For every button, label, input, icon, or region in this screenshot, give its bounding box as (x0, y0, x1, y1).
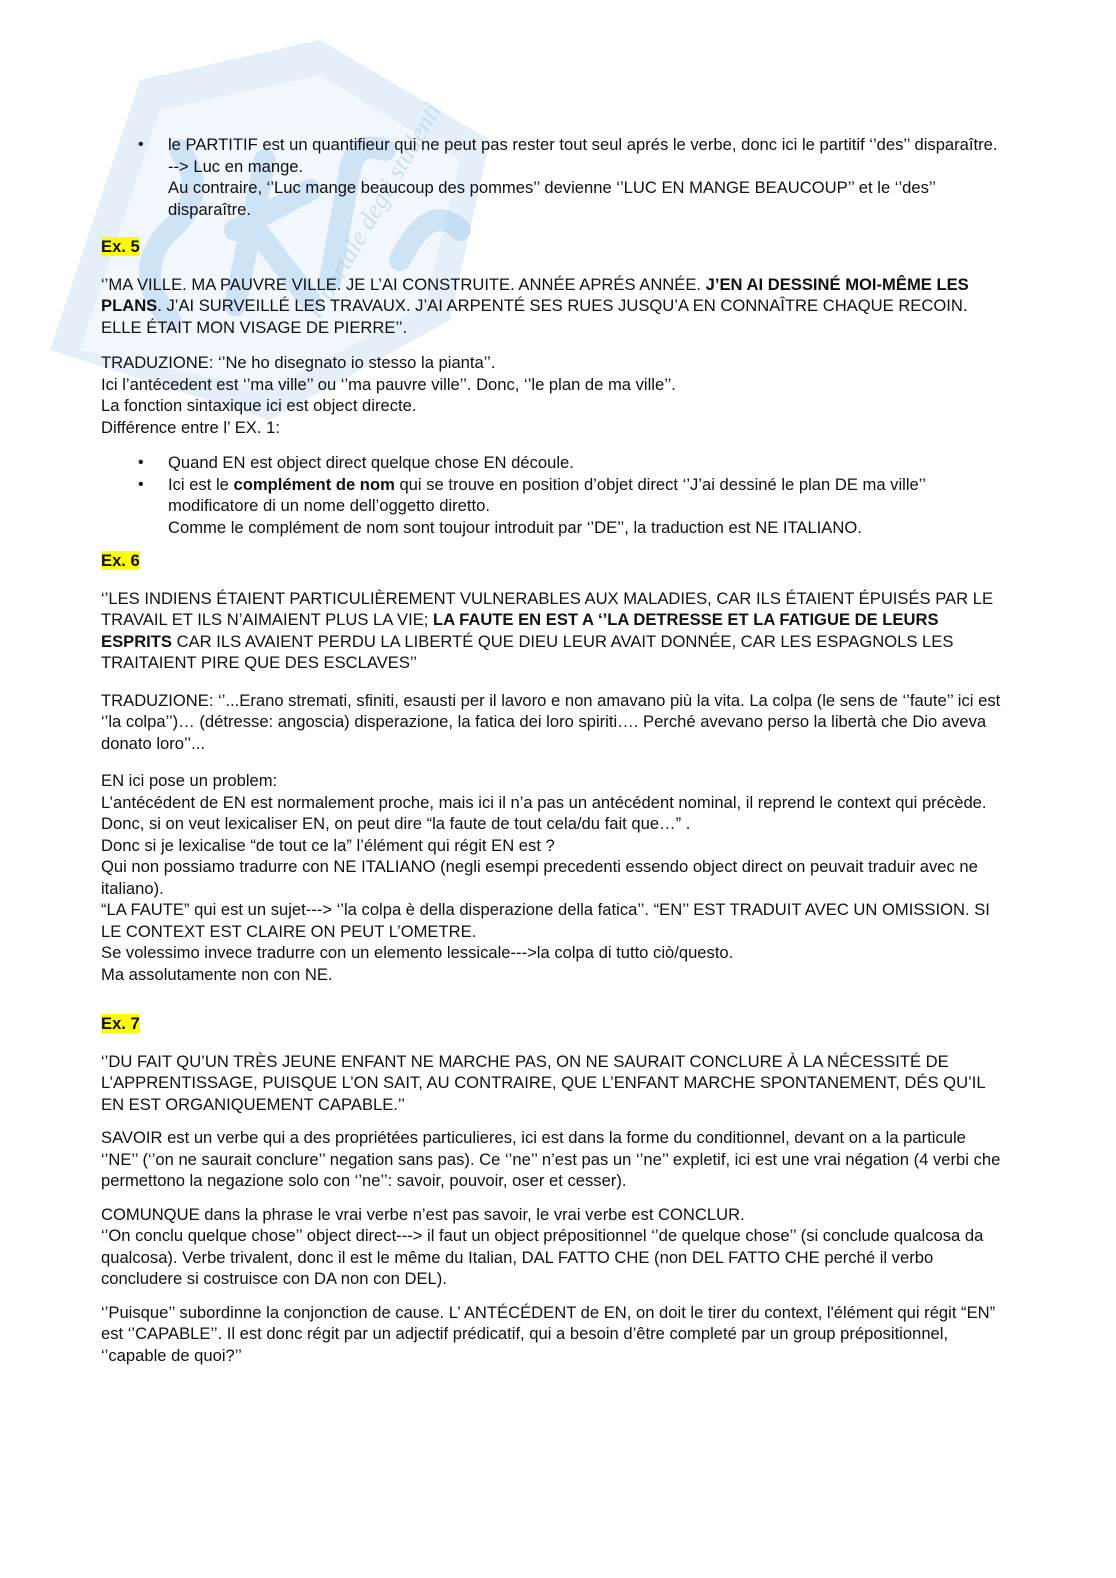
exercise-heading-6: Ex. 6 (101, 551, 140, 570)
ex5-quote: ‘’MA VILLE. MA PAUVRE VILLE. JE L’AI CONSTRUITE. ANNÉE APRÉS ANNÉE. J’EN AI DESSINÉ MOI-MÊME LES PLANS. J’AI SURVEILLÉ LES TRAVAUX. J’AI ARPENTÉ SES RUES JUSQU’A EN CONNAÎTRE CHAQUE RECOIN. ELLE ÉTAIT MON VISAGE DE PIERRE’’. (101, 274, 969, 337)
bullet-text: le PARTITIF est un quantifieur qui ne peut pas rester tout seul aprés le verbe, donc ici le partitif ‘’des’’ disparaître. --> Luc en mange. (168, 135, 998, 176)
ex7-paragraph-3: ‘’Puisque’’ subordinne la conjonction de cause. L’ ANTÉCÉDENT de EN, on doit le tirer du context, l'élément qui régit “EN” est ‘’CAPABLE’’. Il est donc régit par un adjectif prédicatif, qui a besoin d’être completé par un group prépositionnel, ‘’capable de quoi?’’ (101, 1302, 996, 1365)
ex5-notes: TRADUZIONE: ‘’Ne ho disegnato io stesso la pianta’’. Ici l’antécedent est ‘’ma ville’’ ou ‘’ma pauvre ville’’. Donc, ‘’le plan de ma ville’’. La fonction sintaxique ici est object directe. Différence entre l’ EX. 1: (101, 353, 676, 437)
ex6-notes: EN ici pose un problem: L’antécédent de EN est normalement proche, mais ici il n’a pas un antécédent nominal, il reprend le context qui précède. Donc, si on veut lexicaliser EN, on peut dire “la faute de tout cela/du fait que…” . Donc si je lexicalise “de tout ce la” l’élément qui régit EN est ? Qui non possiamo tradurre con NE ITALIANO (negli esempi precedenti essendo object direct on peuvait traduir avec ne italiano). “LA FAUTE” qui est un sujet---> ‘’la colpa è della disperazione della fatica’’. “EN’’ EST TRADUIT AVEC UN OMISSION. SI LE CONTEXT EST CLAIRE ON PEUT L’OMETRE. Se volessimo invece tradurre con un elemento lessicale--->la colpa di tutto ciò/questo. Ma assolutamente non con NE. (101, 771, 990, 984)
exercise-heading-7: Ex. 7 (101, 1014, 140, 1033)
list-item (101, 134, 1006, 220)
ex6-quote: ‘’LES INDIENS ÉTAIENT PARTICULIÈREMENT VULNERABLES AUX MALADIES, CAR ILS ÉTAIENT ÉPUISÉS PAR LE TRAVAIL ET ILS N’AIMAIENT PLUS LA VIE; LA FAUTE EN EST A ‘’LA DETRESSE ET LA FATIGUE DE LEURS ESPRITS CAR ILS AVAIENT PERDU LA LIBERTÉ QUE DIEU LEUR AVAIT DONNÉE, CAR LES ESPAGNOLS LES TRAITAIENT PIRE QUE DES ESCLAVES’’ (101, 588, 994, 672)
top-bullet-list (101, 134, 1006, 220)
exercise-heading-5: Ex. 5 (101, 237, 140, 256)
ex7-paragraph-1: SAVOIR est un verbe qui a des propriétées particulieres, ici est dans la forme du conditionnel, devant on a la particule ‘’NE’’ (‘’on ne saurait conclure’’ negation sans pas). Ce ‘’ne’’ n’est pas un ‘’ne’’ expletif, ici est une vrai négation (4 verbi che permettono la negazione solo con ‘’ne’’: savoir, pouvoir, oser et cesser). (101, 1128, 1001, 1190)
ex7-paragraph-2: COMUNQUE dans la phrase le vrai verbe n’est pas savoir, le vrai verbe est CONCLUR. ‘’On conclu quelque chose’’ object direct---> il faut un object prépositionnel ‘’de quelque chose’’ (si conclude qualcosa da qualcosa). Verbe trivalent, donc il est le même du Italian, DAL FATTO CHE (non DEL FATTO CHE perché il verbo concludere si costruisce con DA non con DEL). (101, 1204, 984, 1288)
watermark-subtitle: il portale degli studenti (300, 97, 447, 323)
list-item: • Ici est le complément de nom qui se trouve en position d’objet direct ‘’J’ai dessiné le plan DE ma ville’’ modificatore di un nome dell’oggetto diretto. Comme le complément de nom sont toujour introduit par ‘’DE’’, la traduction est NE ITALIANO. (101, 474, 1006, 539)
ex7-quote: ‘’DU FAIT QU’UN TRÈS JEUNE ENFANT NE MARCHE PAS, ON NE SAURAIT CONCLURE À LA NÉCESSITÉ DE L’APPRENTISSAGE, PUISQUE L’ON SAIT, AU CONTRAIRE, QUE L’ENFANT MARCHE SPONTANEMENT, DÉS QU’IL EN EST ORGANIQUEMENT CAPABLE.’’ (101, 1051, 985, 1114)
document-body (101, 134, 1006, 1366)
list-item: • Quand EN est object direct quelque chose EN découle. (101, 452, 1006, 474)
ex6-traduzione: TRADUZIONE: ‘’...Erano stremati, sfiniti, esausti per il lavoro e non amavano più la vita. La colpa (le sens de ‘’faute’’ ici est ‘’la colpa’’)… (détresse: angoscia) disperazione, la fatica dei loro spiriti…. Perché avevano perso la libertà che Dio aveva donato loro’’... (101, 690, 1001, 753)
bullet-text: Au contraire, ‘’Luc mange beaucoup des pommes’’ devienne ‘’LUC EN MANGE BEAUCOUP’’ et le ‘’des’’ disparaître. (168, 178, 936, 219)
ex5-bullet-list (101, 452, 1006, 538)
